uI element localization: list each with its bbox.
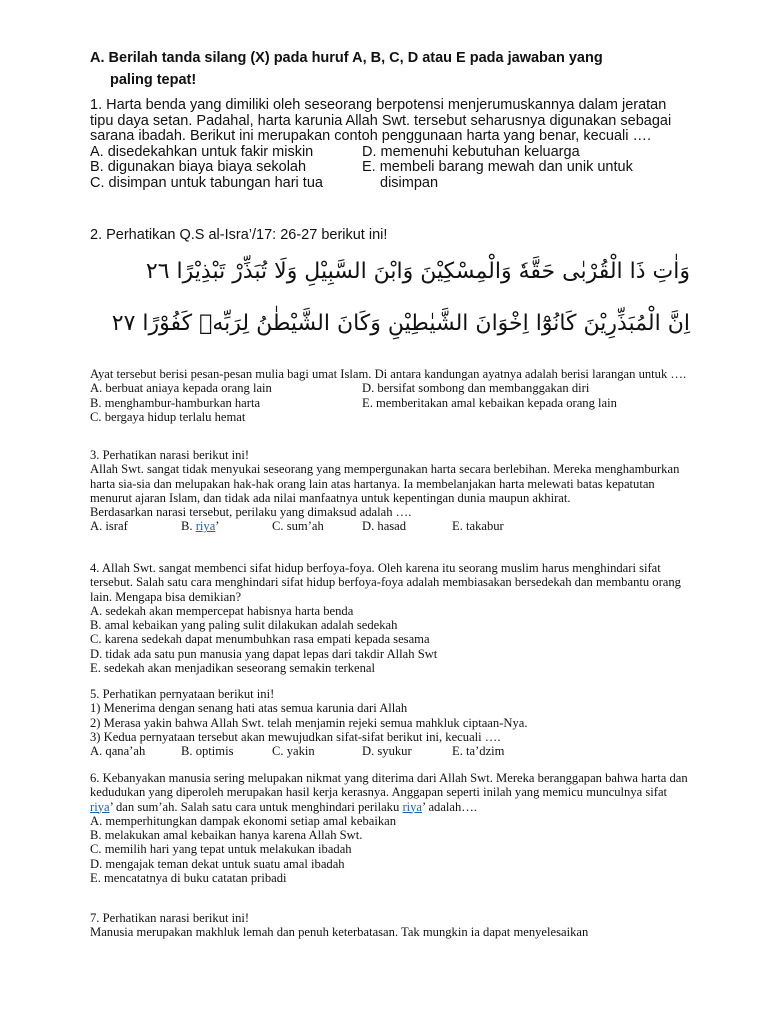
question-7 [90,911,690,940]
question-7-text: Manusia merupakan makhluk lemah dan penuh keterbatasan. Tak mungkin ia dapat menyelesaikan [90,925,589,940]
question-3-title: 3. Perhatikan narasi berikut ini! [90,448,250,462]
option-b[interactable]: B. digunakan biaya biaya sekolah [90,159,307,175]
option-d[interactable]: D. syukur [362,744,412,759]
question-7-title: 7. Perhatikan narasi berikut ini! [90,911,250,925]
option-c[interactable]: C. disimpan untuk tabungan hari tua [90,174,323,191]
question-5-title: 5. Perhatikan pernyataan berikut ini! [90,687,275,701]
riya-link[interactable]: riya [90,799,110,814]
option-b[interactable] [181,519,220,533]
instruction-line-2: paling tepat! [110,72,197,88]
question-3-text: Berdasarkan narasi tersebut, perilaku yang dimaksud adalah …. [90,505,412,520]
riya-link[interactable]: riya [195,519,216,534]
option-e[interactable]: E. mencatatnya di buku catatan pribadi [90,871,287,886]
option-a[interactable]: A. qana’ah [90,744,146,759]
question-2-title: 2. Perhatikan Q.S al-Isra’/17: 26-27 berikut ini! [90,227,388,243]
option-b-suffix: ’ [215,519,220,534]
option-b[interactable]: B. optimis [181,744,234,759]
arabic-verse-26: وَاٰتِ ذَا الْقُرْبٰى حَقَّهٗ وَالْمِسْكِيْنَ وَابْنَ السَّبِيْلِ وَلَا تُبَذِّرْ تَبْذِيْرًا ٢٦ [145,259,690,284]
option-d[interactable]: D. hasad [362,519,407,534]
question-6-text-part-2: ’ dan sum’ah. Salah satu cara untuk menghindari perilaku [109,799,403,814]
option-d[interactable]: D. memenuhi kebutuhan keluarga [362,143,580,160]
riya-link[interactable]: riya [402,799,423,814]
statement-1: 1) Menerima dengan senang hati atas semua karunia dari Allah [90,701,408,716]
option-e[interactable]: E. memberitakan amal kebaikan kepada orang lain [362,395,617,410]
option-e[interactable]: E. takabur [452,519,504,534]
option-e[interactable]: E. sedekah akan menjadikan seseorang semakin terkenal [90,661,375,676]
question-3 [90,448,690,534]
instruction-header [90,47,690,91]
question-1-text: 1. Harta benda yang dimiliki oleh seseorang berpotensi menjerumuskannya dalam jeratan tipu daya setan. Padahal, harta karunia Allah Swt. tersebut seharusnya digunakan sebagai sarana ibadah. Berikut ini merupakan contoh penggunaan harta yang benar, kecuali …. [90,97,672,144]
option-c[interactable]: C. yakin [272,744,315,759]
statement-2: 2) Merasa yakin bahwa Allah Swt. telah menjamin rejeki semua mahkluk ciptaan-Nya. [90,715,528,730]
question-5-options [90,744,690,758]
option-d[interactable]: D. bersifat sombong dan membanggakan diri [362,381,590,396]
option-b[interactable]: B. menghambur-hamburkan harta [90,395,261,410]
option-c[interactable]: C. bergaya hidup terlalu hemat [90,409,246,424]
option-a[interactable]: A. memperhitungkan dampak ekonomi setiap amal kebaikan [90,813,397,828]
question-2-text: Ayat tersebut berisi pesan-pesan mulia bagi umat Islam. Di antara kandungan ayatnya adalah berisi larangan untuk …. [90,367,687,381]
option-a[interactable]: A. sedekah akan mempercepat habisnya harta benda [90,603,354,618]
question-4-text: 4. Allah Swt. sangat membenci sifat hidup berfoya-foya. Oleh karena itu seorang muslim harus menghindari sifat tersebut. Salah satu cara menghindari sifat hidup berfoya-foya adalah membiasakan bersedekah dan membantu orang lain. Mengapa bisa demikian? [90,561,681,604]
option-d[interactable]: D. mengajak teman dekat untuk suatu amal ibadah [90,856,345,871]
question-5 [90,687,690,758]
option-b-prefix: B. [181,519,196,534]
option-a[interactable]: A. israf [90,519,128,534]
question-3-options [90,519,690,533]
question-6-text-part-3: ’ adalah…. [422,799,478,814]
question-4 [90,561,690,675]
option-e[interactable]: E. membeli barang mewah dan unik untuk [362,159,633,175]
question-2 [90,367,690,424]
option-c[interactable]: C. karena sedekah dapat menumbuhkan rasa empati kepada sesama [90,632,430,647]
question-6 [90,771,690,885]
option-e-continued: disimpan [380,174,439,191]
option-c[interactable]: C. memilih hari yang tepat untuk melakukan ibadah [90,842,352,857]
question-1 [90,98,690,191]
option-d[interactable]: D. tidak ada satu pun manusia yang dapat lepas dari takdir Allah Swt [90,646,438,661]
statement-3: 3) Kedua pernyataan tersebut akan mewujudkan sifat-sifat berikut ini, kecuali …. [90,729,501,744]
question-6-text [90,771,690,814]
option-a[interactable]: A. berbuat aniaya kepada orang lain [90,381,272,396]
option-b[interactable]: B. melakukan amal kebaikan hanya karena Allah Swt. [90,828,363,843]
instruction-line-1: A. Berilah tanda silang (X) pada huruf A, B, C, D atau E pada jawaban yang [90,50,603,66]
option-c[interactable]: C. sum’ah [272,519,324,534]
question-3-narrative: Allah Swt. sangat tidak menyukai seseorang yang mempergunakan harta secara berlebihan. Mereka menghamburkan harta sia-sia dan melupakan hak-hak orang lain atas hartanya. Ia membelanjakan harta melewati batas kepatutan menurut ajaran Islam, dan tidak ada nilai manfaatnya untuk kepentingan dunia maupun akhirat. [90,462,680,505]
option-b[interactable]: B. amal kebaikan yang paling sulit dilakukan adalah sedekah [90,618,398,633]
option-e[interactable]: E. ta’dzim [452,744,505,759]
arabic-verse-27: اِنَّ الْمُبَذِّرِيْنَ كَانُوْٓا اِخْوَانَ الشَّيٰطِيْنِ وَكَانَ الشَّيْطٰنُ لِرَبِّهٖ كَفُوْرًا ٢٧ [111,311,690,336]
option-a[interactable]: A. disedekahkan untuk fakir miskin [90,143,314,160]
question-6-text-part-1: 6. Kebanyakan manusia sering melupakan nikmat yang diterima dari Allah Swt. Mereka beranggapan bahwa harta dan kedudukan yang diperoleh merupakan hasil kerja kerasnya. Anggapan seperti inilah yang memicu munculnya sifat [90,771,688,800]
